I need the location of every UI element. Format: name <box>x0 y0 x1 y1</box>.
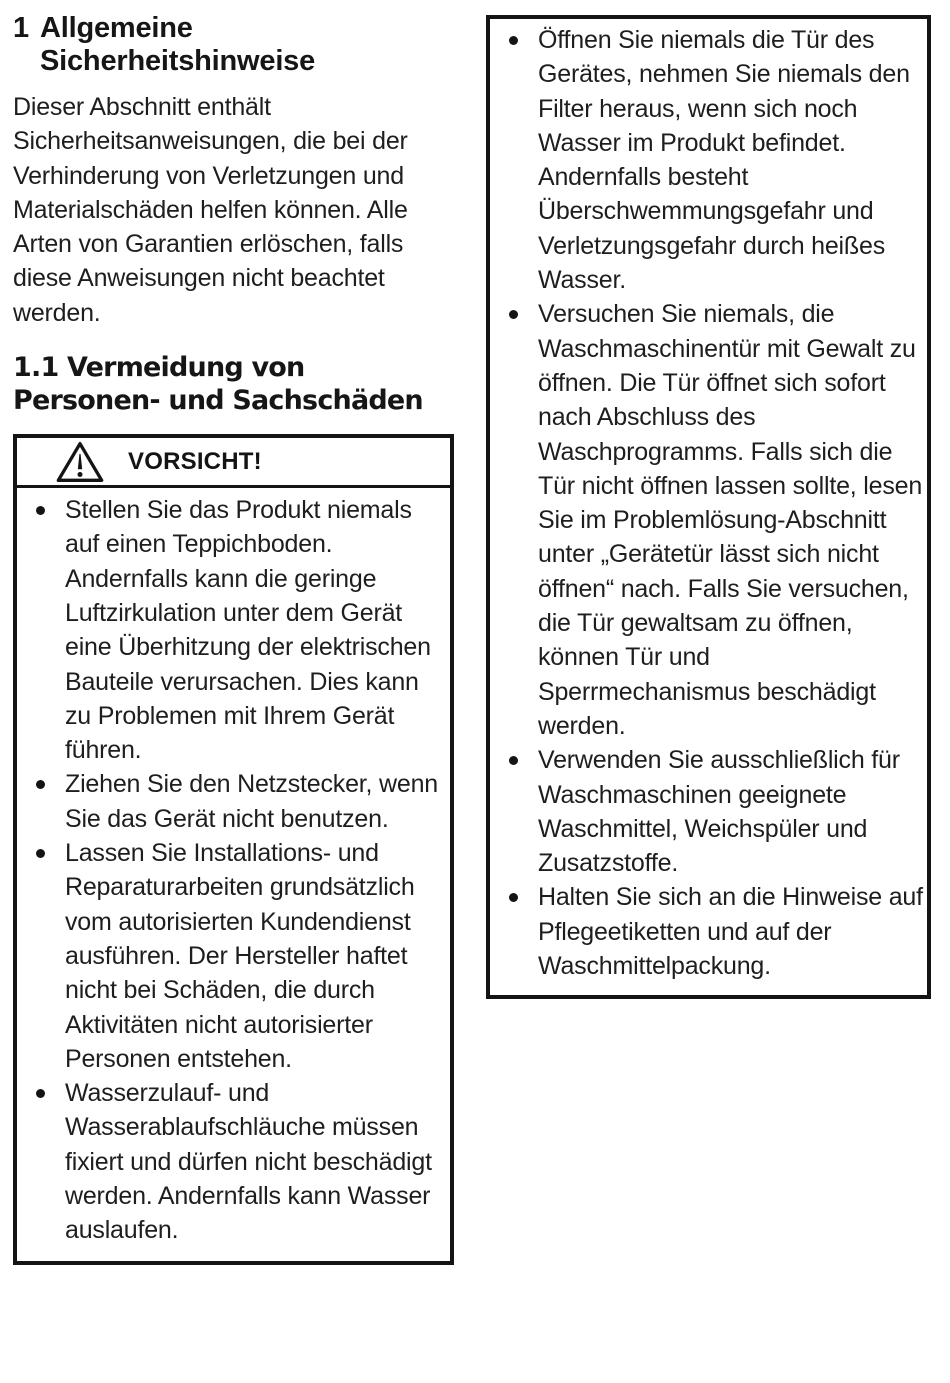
subsection-heading <box>13 351 453 417</box>
subsection-title: Vermeidung von Personen- und Sachschäden <box>13 352 423 417</box>
intro-paragraph: Dieser Abschnitt enthält Sicherheitsanweisungen, die bei der Verhinderung von Verletzungen und Materialschäden helfen können. Alle Arten von Garantien erlöschen, falls diese Anweisungen nicht beachtet werden. <box>13 93 408 327</box>
section-number: 1 <box>13 12 29 44</box>
caution-list-item: Wasserzulauf- und Wasserablaufschläuche müssen fixiert und dürfen nicht beschädigt werden. Andernfalls kann Wasser auslaufen. <box>17 1076 449 1247</box>
caution-list-right <box>490 19 927 995</box>
caution-box <box>13 434 454 1265</box>
caution-box-continued <box>486 15 931 999</box>
caution-list-item: Ziehen Sie den Netzstecker, wenn Sie das Gerät nicht benutzen. <box>17 767 449 836</box>
section-heading <box>13 12 463 78</box>
caution-box-header <box>17 438 450 488</box>
caution-list-item: Lassen Sie Installations- und Reparaturarbeiten grundsätzlich vom autorisierten Kundendienst ausführen. Der Hersteller haftet nicht bei Schäden, die durch Aktivitäten nicht autorisierter Personen entstehen. <box>17 836 449 1076</box>
warning-triangle-icon <box>55 440 105 484</box>
right-column <box>486 15 931 999</box>
subsection-number: 1.1 <box>13 352 59 384</box>
caution-label: VORSICHT! <box>128 447 262 475</box>
caution-list-item: Verwenden Sie ausschließlich für Waschmaschinen geeignete Waschmittel, Weichspüler und Zusatzstoffe. <box>490 743 927 880</box>
section-title: Allgemeine Sicherheitshinweise <box>40 12 316 77</box>
caution-list-item: Versuchen Sie niemals, die Waschmaschinentür mit Gewalt zu öffnen. Die Tür öffnet sich sofort nach Abschluss des Waschprogramms. Falls sich die Tür nicht öffnen lassen sollte, lesen Sie im Problemlösung-Abschnitt unter „Gerätetür lässt sich nicht öffnen“ nach. Falls Sie versuchen, die Tür gewaltsam zu öffnen, können Tür und Sperrmechanismus beschädigt werden. <box>490 297 927 743</box>
caution-list-item: Öffnen Sie niemals die Tür des Gerätes, nehmen Sie niemals den Filter heraus, wenn sich noch Wasser im Produkt befindet. Andernfalls besteht Überschwemmungsgefahr und Verletzungsgefahr durch heißes Wasser. <box>490 23 927 297</box>
left-column <box>13 12 463 1265</box>
caution-list-item: Stellen Sie das Produkt niemals auf einen Teppichboden. Andernfalls kann die geringe Luftzirkulation unter dem Gerät eine Überhitzung der elektrischen Bauteile verursachen. Dies kann zu Problemen mit Ihrem Gerät führen. <box>17 493 449 767</box>
caution-list-left <box>17 488 450 1261</box>
caution-list-item: Halten Sie sich an die Hinweise auf Pflegeetiketten und auf der Waschmittelpackung. <box>490 880 927 983</box>
